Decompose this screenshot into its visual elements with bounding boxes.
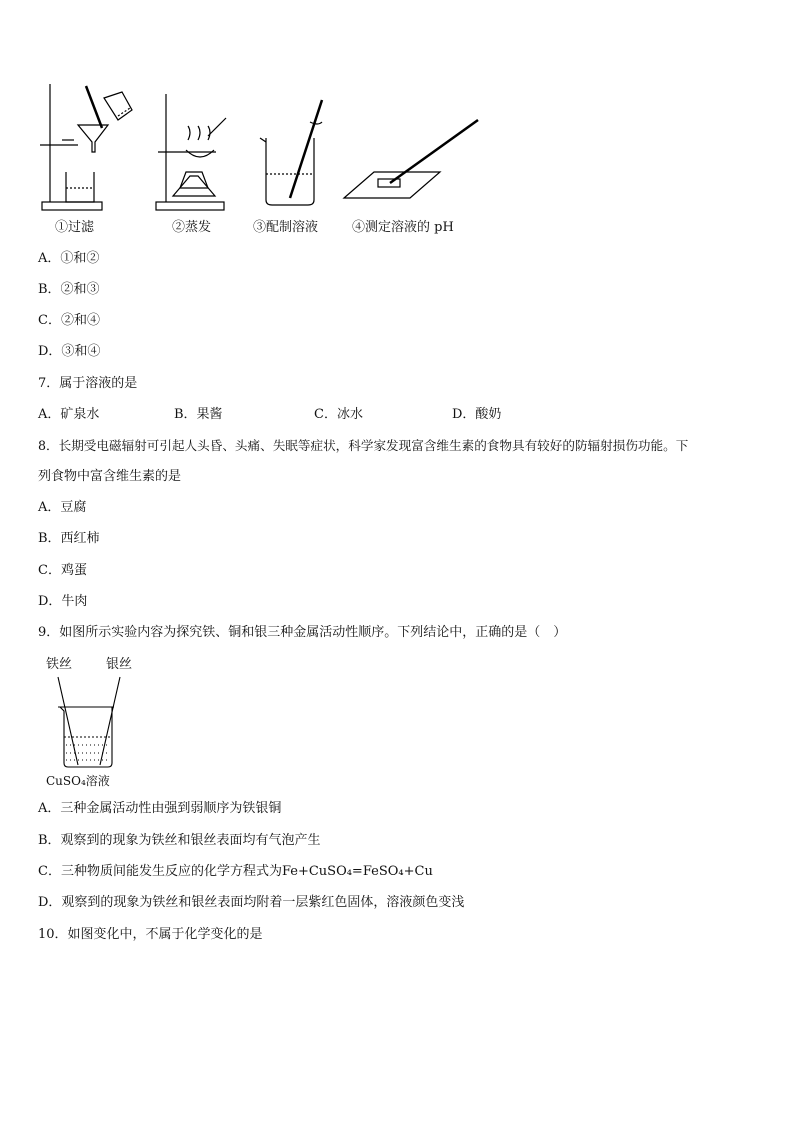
- label-iron-wire: 铁丝: [46, 657, 73, 672]
- caption-ph-test: ④测定溶液的 pH: [352, 220, 454, 235]
- q9-option-a: A．三种金属活动性由强到弱顺序为铁银铜: [38, 801, 282, 816]
- q10-stem: 10．如图变化中，不属于化学变化的是: [38, 927, 263, 942]
- q9-stem: 9．如图所示实验内容为探究铁、铜和银三种金属活动性顺序。下列结论中，正确的是（ ）: [38, 625, 567, 640]
- q7-options: [38, 407, 558, 423]
- label-copper-sulfate-solution: CuSO₄溶液: [46, 774, 110, 788]
- q7-option-c: C．冰水: [314, 407, 363, 422]
- q8-option-c: C．鸡蛋: [38, 563, 87, 578]
- caption-solution-preparation: ③配制溶液: [253, 220, 319, 235]
- caption-filtration: ①过滤: [55, 220, 95, 235]
- q9-option-c: C．三种物质间能发生反应的化学方程式为Fe+CuSO₄=FeSO₄+Cu: [38, 864, 433, 879]
- q6-option-d: D．③和④: [38, 344, 101, 359]
- q7-option-a: A．矿泉水: [38, 407, 100, 422]
- q8-stem-line2: 列食物中富含维生素的是: [38, 469, 182, 484]
- q9-option-d: D．观察到的现象为铁丝和银丝表面均附着一层紫红色固体，溶液颜色变浅: [38, 895, 465, 910]
- q7-option-d: D．酸奶: [452, 407, 502, 422]
- q8-option-a: A．豆腐: [38, 500, 87, 515]
- q8-option-b: B．西红柿: [38, 531, 100, 546]
- q9-beaker-figure: [44, 655, 144, 793]
- q8-stem-line1: 8．长期受电磁辐射可引起人头昏、头痛、失眠等症状，科学家发现富含维生素的食物具有较好的防辐射损伤功能。下: [38, 438, 689, 453]
- label-silver-wire: 银丝: [106, 657, 133, 672]
- lab-apparatus-drawings: [38, 80, 498, 215]
- q6-option-b: B．②和③: [38, 282, 100, 297]
- q7-option-b: B．果酱: [174, 407, 223, 422]
- solution-preparation-apparatus: [260, 100, 322, 205]
- q6-option-a: A．①和②: [38, 251, 100, 266]
- q8-option-d: D．牛肉: [38, 594, 88, 609]
- evaporation-apparatus: [156, 94, 226, 210]
- q9-option-b: B．观察到的现象为铁丝和银丝表面均有气泡产生: [38, 833, 321, 848]
- filtration-apparatus: [40, 84, 132, 210]
- q6-apparatus-figure: [38, 80, 498, 215]
- q6-option-c: C．②和④: [38, 313, 100, 328]
- q7-stem: 7．属于溶液的是: [38, 376, 138, 391]
- caption-evaporation: ②蒸发: [172, 220, 212, 235]
- ph-test-apparatus: [344, 120, 478, 198]
